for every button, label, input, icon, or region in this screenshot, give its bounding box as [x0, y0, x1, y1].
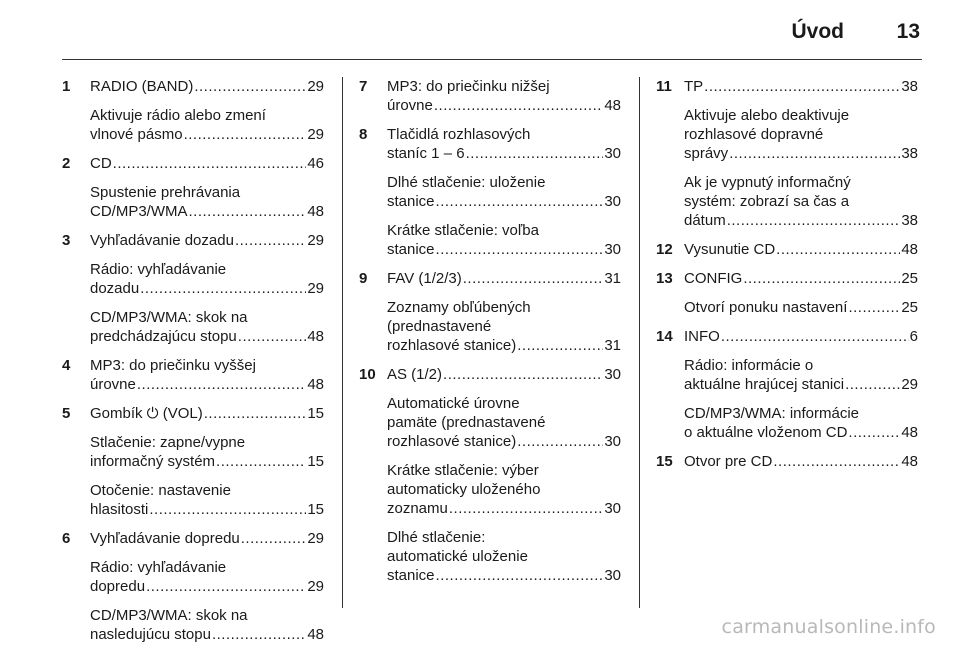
legend-item-body — [90, 404, 324, 519]
dot-leader — [146, 577, 306, 596]
legend-item-number: 3 — [62, 232, 71, 249]
page-reference: 48 — [901, 453, 918, 470]
toc-entry — [90, 558, 324, 596]
legend-item-number: 12 — [656, 241, 673, 258]
dot-leader — [241, 529, 307, 548]
toc-line — [684, 375, 918, 394]
legend-column-1 — [62, 77, 324, 654]
legend-item-body — [90, 77, 324, 144]
entry-label: rozhlasové stanice) — [387, 433, 517, 450]
toc-entry — [387, 394, 621, 451]
dot-leader — [137, 375, 306, 394]
entry-label: FAV (1/2/3) — [387, 270, 462, 287]
page-reference: 31 — [604, 270, 621, 287]
entry-text-line: pamäte (prednastavené — [387, 414, 546, 431]
toc-line — [90, 77, 324, 96]
legend-column-3 — [656, 77, 918, 481]
legend-item-number: 7 — [359, 78, 368, 95]
dot-leader — [434, 96, 603, 115]
entry-text-line: Automatické úrovne — [387, 395, 520, 412]
entry-text-line: MP3: do priečinku vyššej — [90, 357, 256, 374]
entry-text-line: Dlhé stlačenie: — [387, 529, 486, 546]
legend-item-number: 4 — [62, 357, 71, 374]
legend-item-number: 9 — [359, 270, 368, 287]
toc-entry — [387, 269, 621, 288]
dot-leader — [848, 298, 900, 317]
dot-leader — [517, 432, 603, 451]
legend-item-number: 8 — [359, 126, 368, 143]
dot-leader — [235, 231, 306, 250]
entry-label: INFO — [684, 328, 720, 345]
toc-line — [684, 144, 918, 163]
entry-label: CONFIG — [684, 270, 743, 287]
toc-entry — [684, 356, 918, 394]
legend-item — [62, 77, 324, 144]
entry-label: správy — [684, 145, 729, 162]
dot-leader — [845, 375, 900, 394]
page-reference: 25 — [901, 270, 918, 287]
legend-item-number: 2 — [62, 155, 71, 172]
page-reference: 29 — [307, 530, 324, 547]
entry-text-line: Zoznamy obľúbených — [387, 299, 531, 316]
dot-leader — [212, 625, 306, 644]
page-reference: 15 — [307, 453, 324, 470]
toc-entry — [90, 404, 324, 423]
page-reference: 46 — [307, 155, 324, 172]
page-reference: 38 — [901, 145, 918, 162]
dot-leader — [184, 125, 307, 144]
toc-line — [90, 231, 324, 250]
page-reference: 29 — [307, 126, 324, 143]
entry-label: rozhlasové stanice) — [387, 337, 517, 354]
entry-label: Otvor pre CD — [684, 453, 773, 470]
dot-leader — [189, 202, 307, 221]
legend-item-body — [90, 154, 324, 221]
toc-line — [90, 625, 324, 644]
page-reference: 29 — [901, 376, 918, 393]
entry-label: stanice — [387, 567, 435, 584]
legend-item — [656, 269, 918, 317]
dot-leader — [149, 500, 306, 519]
toc-line — [90, 327, 324, 346]
legend-item-body — [387, 269, 621, 355]
legend-item-body — [684, 327, 918, 442]
entry-label: Gombík ⏻ (VOL) — [90, 405, 203, 422]
page-header — [0, 0, 960, 60]
legend-item — [359, 125, 621, 259]
entry-text-line: Stlačenie: zapne/vypne — [90, 434, 246, 451]
entry-label: AS (1/2) — [387, 366, 443, 383]
legend-item-body — [387, 365, 621, 585]
toc-entry — [90, 606, 324, 644]
dot-leader — [436, 192, 604, 211]
toc-entry — [90, 260, 324, 298]
entry-text-line: Aktivuje alebo deaktivuje — [684, 107, 850, 124]
toc-line — [387, 499, 621, 518]
toc-entry — [90, 481, 324, 519]
dot-leader — [204, 404, 307, 423]
toc-line — [387, 269, 621, 288]
toc-entry — [90, 183, 324, 221]
page-reference: 6 — [909, 328, 918, 345]
page-reference: 30 — [604, 567, 621, 584]
legend-item-body — [684, 452, 918, 471]
page-reference: 48 — [307, 203, 324, 220]
dot-leader — [436, 566, 604, 585]
dot-leader — [729, 144, 900, 163]
toc-entry — [684, 404, 918, 442]
toc-line — [90, 404, 324, 423]
entry-label: CD/MP3/WMA — [90, 203, 188, 220]
legend-item — [656, 77, 918, 230]
dot-leader — [773, 452, 900, 471]
toc-entry — [90, 231, 324, 250]
entry-label: zoznamu — [387, 500, 448, 517]
toc-entry — [90, 356, 324, 394]
toc-entry — [90, 433, 324, 471]
entry-label: stanice — [387, 241, 435, 258]
toc-line — [387, 566, 621, 585]
entry-label: o aktuálne vloženom CD — [684, 424, 848, 441]
entry-text-line: MP3: do priečinku nižšej — [387, 78, 550, 95]
entry-text-line: Krátke stlačenie: výber — [387, 462, 539, 479]
toc-entry — [387, 77, 621, 115]
toc-line — [90, 452, 324, 471]
legend-item — [62, 529, 324, 644]
page-reference: 30 — [604, 241, 621, 258]
toc-line — [387, 96, 621, 115]
dot-leader — [743, 269, 900, 288]
dot-leader — [463, 269, 604, 288]
entry-text-line: CD/MP3/WMA: skok na — [90, 309, 248, 326]
legend-item — [359, 269, 621, 355]
toc-line — [684, 77, 918, 96]
page-reference: 38 — [901, 78, 918, 95]
legend-item — [62, 404, 324, 519]
entry-text-line: Rádio: vyhľadávanie — [90, 261, 227, 278]
dot-leader — [776, 240, 900, 259]
dot-leader — [113, 154, 307, 173]
entry-label: Vyhľadávanie dopredu — [90, 530, 240, 547]
entry-text-line: Tlačidlá rozhlasových — [387, 126, 531, 143]
legend-item — [656, 240, 918, 259]
toc-line — [684, 211, 918, 230]
toc-line — [90, 154, 324, 173]
toc-entry — [90, 77, 324, 96]
legend-item-body — [684, 77, 918, 230]
page-reference: 29 — [307, 78, 324, 95]
dot-leader — [721, 327, 909, 346]
entry-text-line: (prednastavené — [387, 318, 492, 335]
entry-label: dozadu — [90, 280, 140, 297]
dot-leader — [238, 327, 307, 346]
entry-text-line: Dlhé stlačenie: uloženie — [387, 174, 546, 191]
entry-text-line: automatické uloženie — [387, 548, 528, 565]
toc-entry — [90, 529, 324, 548]
toc-entry — [684, 106, 918, 163]
dot-leader — [140, 279, 306, 298]
page-reference: 48 — [307, 376, 324, 393]
toc-line — [387, 144, 621, 163]
entry-label: informačný systém — [90, 453, 216, 470]
entry-text-line: Spustenie prehrávania — [90, 184, 241, 201]
toc-line — [90, 125, 324, 144]
entry-label: hlasitosti — [90, 501, 149, 518]
entry-text-line: systém: zobrazí sa čas a — [684, 193, 850, 210]
page-reference: 30 — [604, 193, 621, 210]
legend-item-number: 13 — [656, 270, 673, 287]
page-reference: 30 — [604, 145, 621, 162]
toc-line — [684, 240, 918, 259]
toc-entry — [684, 269, 918, 288]
toc-entry — [387, 173, 621, 211]
toc-line — [387, 192, 621, 211]
page-reference: 48 — [604, 97, 621, 114]
legend-column-2 — [359, 77, 621, 595]
page-reference: 31 — [604, 337, 621, 354]
page-reference: 30 — [604, 500, 621, 517]
legend-item-number: 11 — [656, 78, 672, 95]
toc-entry — [387, 461, 621, 518]
legend-item-body — [387, 125, 621, 259]
legend-item — [62, 356, 324, 394]
page-reference: 15 — [307, 405, 324, 422]
toc-entry — [90, 308, 324, 346]
page-reference: 25 — [901, 299, 918, 316]
toc-line — [387, 432, 621, 451]
legend-item-body — [90, 529, 324, 644]
dot-leader — [704, 77, 900, 96]
legend-item-number: 15 — [656, 453, 673, 470]
dot-leader — [449, 499, 603, 518]
legend-item-number: 6 — [62, 530, 71, 547]
page-reference: 30 — [604, 366, 621, 383]
legend-item — [656, 327, 918, 442]
page-reference: 29 — [307, 232, 324, 249]
page-reference: 15 — [307, 501, 324, 518]
page-reference: 29 — [307, 280, 324, 297]
toc-entry — [684, 452, 918, 471]
entry-text-line: Ak je vypnutý informačný — [684, 174, 851, 191]
toc-entry — [90, 106, 324, 144]
entry-label: Otvorí ponuku nastavení — [684, 299, 848, 316]
legend-item — [62, 154, 324, 221]
page-number: 13 — [896, 20, 920, 43]
toc-entry — [387, 528, 621, 585]
toc-line — [90, 375, 324, 394]
section-title: Úvod — [791, 20, 844, 43]
entry-label: aktuálne hrajúcej stanici — [684, 376, 845, 393]
entry-label: dopredu — [90, 578, 146, 595]
toc-line — [90, 577, 324, 596]
toc-entry — [387, 365, 621, 384]
toc-line — [90, 500, 324, 519]
watermark: carmanualsonline.info — [721, 616, 936, 638]
entry-label: nasledujúcu stopu — [90, 626, 211, 643]
legend-item-number: 5 — [62, 405, 71, 422]
toc-entry — [684, 173, 918, 230]
toc-line — [90, 202, 324, 221]
entry-text-line: Rádio: informácie o — [684, 357, 814, 374]
toc-line — [387, 240, 621, 259]
entry-text-line: Otočenie: nastavenie — [90, 482, 231, 499]
legend-item — [62, 231, 324, 346]
page-reference: 48 — [307, 328, 324, 345]
entry-text-line: Aktivuje rádio alebo zmení — [90, 107, 266, 124]
entry-label: RADIO (BAND) — [90, 78, 194, 95]
dot-leader — [466, 144, 604, 163]
dot-leader — [443, 365, 603, 384]
toc-entry — [684, 298, 918, 317]
entry-label: vlnové pásmo — [90, 126, 183, 143]
entry-text-line: CD/MP3/WMA: skok na — [90, 607, 248, 624]
legend-item-body — [90, 356, 324, 394]
toc-line — [684, 452, 918, 471]
dot-leader — [727, 211, 901, 230]
page-reference: 48 — [901, 241, 918, 258]
dot-leader — [517, 336, 603, 355]
legend-item-body — [90, 231, 324, 346]
entry-label: staníc 1 – 6 — [387, 145, 465, 162]
toc-line — [684, 298, 918, 317]
dot-leader — [436, 240, 604, 259]
entry-label: dátum — [684, 212, 726, 229]
entry-label: TP — [684, 78, 704, 95]
legend-item-body — [684, 240, 918, 259]
toc-line — [684, 327, 918, 346]
dot-leader — [194, 77, 306, 96]
legend-item — [359, 77, 621, 115]
page-reference: 29 — [307, 578, 324, 595]
entry-label: predchádzajúcu stopu — [90, 328, 237, 345]
entry-label: úrovne — [90, 376, 136, 393]
page-reference: 48 — [901, 424, 918, 441]
column-divider-1 — [342, 77, 343, 608]
entry-label: Vyhľadávanie dozadu — [90, 232, 234, 249]
entry-text-line: Rádio: vyhľadávanie — [90, 559, 227, 576]
entry-text-line: Krátke stlačenie: voľba — [387, 222, 539, 239]
entry-label: stanice — [387, 193, 435, 210]
toc-entry — [684, 327, 918, 346]
toc-line — [387, 336, 621, 355]
toc-entry — [387, 125, 621, 163]
toc-line — [90, 279, 324, 298]
entry-label: CD — [90, 155, 112, 172]
dot-leader — [216, 452, 306, 471]
legend-item-body — [684, 269, 918, 317]
toc-line — [684, 423, 918, 442]
toc-entry — [387, 298, 621, 355]
legend-item-number: 1 — [62, 78, 71, 95]
entry-label: Vysunutie CD — [684, 241, 776, 258]
toc-entry — [684, 240, 918, 259]
toc-line — [90, 529, 324, 548]
page-reference: 48 — [307, 626, 324, 643]
legend-item-body — [387, 77, 621, 115]
column-divider-2 — [639, 77, 640, 608]
toc-line — [684, 269, 918, 288]
legend-item — [656, 452, 918, 471]
page-reference: 30 — [604, 433, 621, 450]
entry-text-line: CD/MP3/WMA: informácie — [684, 405, 860, 422]
legend-item-number: 10 — [359, 366, 376, 383]
legend-item-number: 14 — [656, 328, 673, 345]
entry-label: úrovne — [387, 97, 433, 114]
toc-entry — [90, 154, 324, 173]
legend-item — [359, 365, 621, 585]
header-divider — [62, 59, 922, 60]
entry-text-line: rozhlasové dopravné — [684, 126, 824, 143]
entry-text-line: automaticky uloženého — [387, 481, 541, 498]
dot-leader — [848, 423, 900, 442]
toc-line — [387, 365, 621, 384]
page-reference: 38 — [901, 212, 918, 229]
toc-entry — [684, 77, 918, 96]
toc-entry — [387, 221, 621, 259]
